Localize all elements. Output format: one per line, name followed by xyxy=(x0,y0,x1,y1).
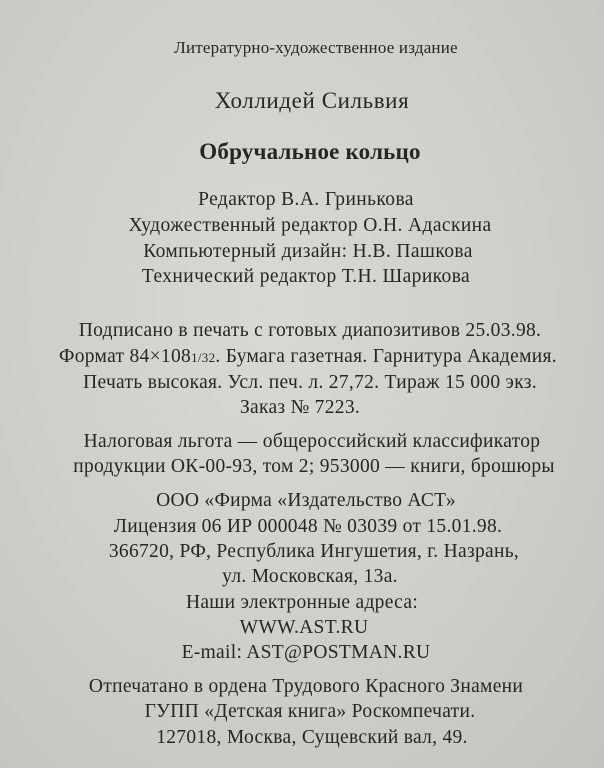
author-name: Холлидей Сильвия xyxy=(214,88,410,113)
publisher-email: E-mail: AST@POSTMAN.RU xyxy=(181,642,431,663)
print-format xyxy=(6,346,604,368)
format-suffix: . Бумага газетная. Гарнитура Академия. xyxy=(215,346,557,367)
publisher-name: ООО «Фирма «Издательство АСТ» xyxy=(156,490,456,511)
credit-design: Компьютерный дизайн: Н.В. Пашкова xyxy=(143,241,473,262)
edition-type: Литературно-художественное издание xyxy=(174,38,458,57)
print-details: Печать высокая. Усл. печ. л. 27,72. Тираж 15 000 экз. xyxy=(83,372,537,393)
publisher-web-heading: Наши электронные адреса: xyxy=(185,592,419,613)
book-title: Обручальное кольцо xyxy=(199,139,421,164)
printer-line-2: ГУПП «Детская книга» Роскомпечати. xyxy=(144,701,476,722)
tax-line-1: Налоговая льгота — общероссийский классификатор xyxy=(83,431,541,452)
credit-tech-editor: Технический редактор Т.Н. Шарикова xyxy=(141,266,471,287)
credit-art-editor: Художественный редактор О.Н. Адаскина xyxy=(128,215,492,236)
printer-address: 127018, Москва, Сущевский вал, 49. xyxy=(156,727,468,748)
publisher-street: ул. Московская, 13а. xyxy=(222,566,398,587)
print-order: Заказ № 7223. xyxy=(239,397,361,418)
tax-line-2: продукции ОК-00-93, том 2; 953000 — книги, брошюры xyxy=(73,456,555,477)
publisher-address: 366720, РФ, Республика Ингушетия, г. Назрань, xyxy=(108,541,520,562)
format-prefix: Формат 84×108 xyxy=(59,346,192,367)
format-fraction: 1/32 xyxy=(191,350,216,365)
print-signed: Подписано в печать с готовых диапозитивов 25.03.98. xyxy=(78,320,542,341)
printer-line-1: Отпечатано в ордена Трудового Красного Знамени xyxy=(88,676,524,697)
credit-editor: Редактор В.А. Гринькова xyxy=(198,189,414,210)
publisher-license: Лицензия 06 ИР 000048 № 03039 от 15.01.98. xyxy=(113,516,503,537)
publisher-website: WWW.AST.RU xyxy=(239,617,369,638)
